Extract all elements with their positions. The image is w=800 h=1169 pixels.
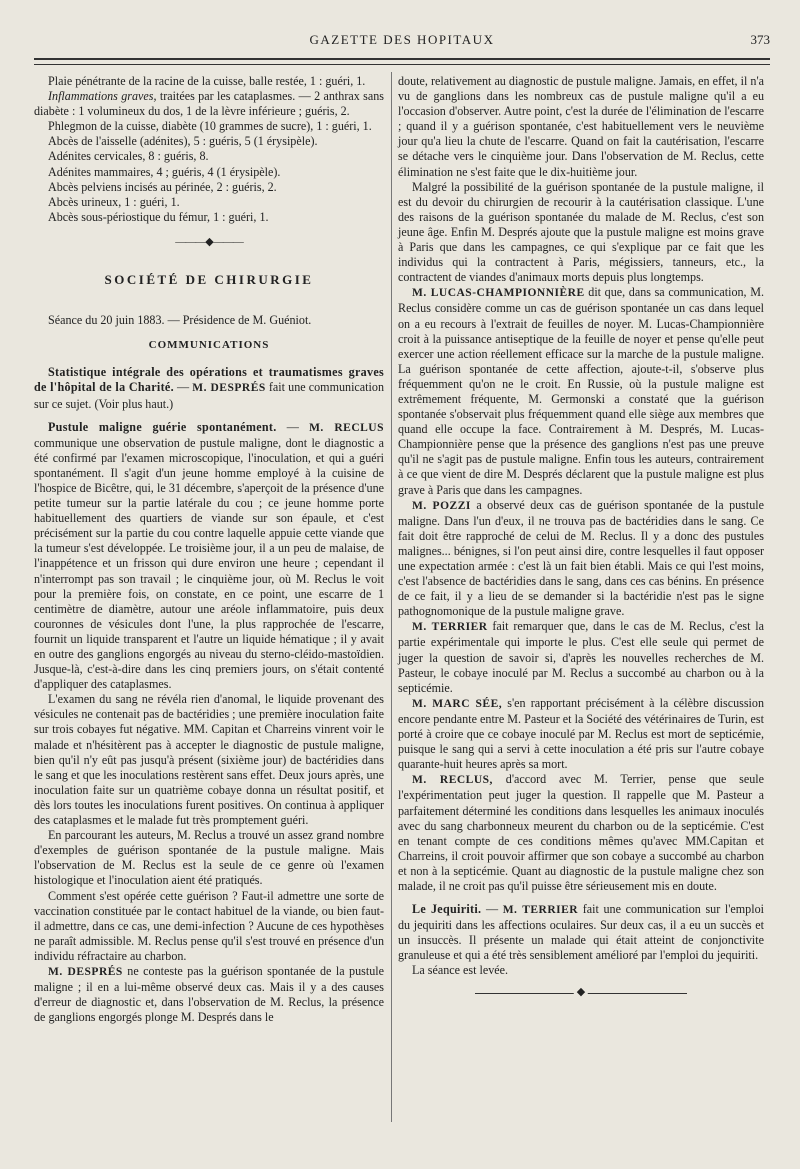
end-rule-diamond: ◆ xyxy=(574,985,588,1000)
stat-line: Phlegmon de la cuisse, diabète (10 grammes de sucre), 1 : guéri, 1. xyxy=(48,119,372,134)
column-divider xyxy=(391,72,392,1122)
end-rule xyxy=(475,985,687,998)
paragraph: Malgré la possibilité de la guérison spontanée de la pustule maligne, il est du devoir du chirurgien de recourir à la cautérisation classique. L'une des raisons de la guérison spontanée du malade de M. Reclus, c'est son jeune âge. Enfin M. Després ajoute que la pustule maligne est moins grave à Paris que dans les campagnes, ce qui s'explique par ce fait que les individus qui la contractent à Paris, mégissiers, tanneurs, etc., la contractent de viandes d'animaux morts depuis plus longtemps. xyxy=(398,179,764,285)
paragraph-pozzi xyxy=(398,498,764,620)
page-number: 373 xyxy=(750,32,770,47)
paragraph-see xyxy=(398,696,764,772)
author-name: M. TERRIER xyxy=(412,621,488,634)
article-title: Le Jequiriti. xyxy=(412,902,482,917)
ornament-divider: ———◆——— xyxy=(175,235,243,248)
paragraph: doute, relativement au diagnostic de pustule maligne. Jamais, en effet, il n'a vu de ganglions dans les nombreux cas de pustule maligne qu'il a eu l'occasion d'observer. Autre point, c'est la durée de l'élimination de l'escarre ; quand il y a guérison spontanée, c'est habituellement vers le neuvième jour qu'a lieu la chute de l'escarre. Quand on fait la cautérisation, l'escarre se détache vers le cinquième jour. Dans l'observation de M. Reclus, cette élimination ne s'est faite que le dix-huitième jour. xyxy=(398,74,764,179)
paragraph-text: ne conteste pas la guérison spontanée de la pustule maligne ; il en a lui-même observé deux cas. Mais il y a des causes d'erreur de diagnostic et, dans l'observation de M. Reclus, la présence de ganglions engorgés plonge M. Després dans le xyxy=(34,963,384,1025)
stat-line: Adénites mammaires, 4 ; guéris, 4 (1 érysipèle). xyxy=(48,164,281,179)
stat-line: Abcès sous-périostique du fémur, 1 : guéri, 1. xyxy=(48,209,269,224)
header-rule-thin xyxy=(34,64,770,65)
article-text: fait une communication sur l'emploi du jequiriti dans les affections oculaires. Sur deux cas, il a eu un succès et un insuccès. Il présente un malade qui était atteint de conjonctivite granuleuse et qui a été très sensiblement amélioré par l'emploi du jequiriti. xyxy=(398,902,764,963)
journal-title: GAZETTE DES HOPITAUX xyxy=(309,32,495,47)
stat-line: Abcès urineux, 1 : guéri, 1. xyxy=(48,194,180,209)
article-statistique: Statistique intégrale des opérations et traumatismes graves de l'hôpital de la Charité. — M. DESPRÉS fait une communication sur ce sujet. (Voir plus haut.) xyxy=(34,365,384,411)
author-name: M. POZZI xyxy=(412,499,471,512)
author-name: M. DESPRÉS xyxy=(48,965,123,978)
paragraph-text: fait remarquer que, dans le cas de M. Reclus, c'est la partie expérimentale qui importe le plus. C'est elle seule qui permet de juger la question de savoir si, d'après les nouvelles recherches de M. Pasteur, le cobaye inoculé par M. Reclus a succombé au charbon ou à la septicémie. xyxy=(398,619,764,695)
paragraph-lucas xyxy=(398,285,764,497)
stat-italic-lead: Inflammations graves, xyxy=(48,89,157,104)
author-name: M. TERRIER xyxy=(502,904,579,917)
paragraph-text: s'en rapportant précisément à la célèbre discussion encore pendante entre M. Pasteur et la Société des vétérinaires de Turin, est porté à croire que ce cobaye inoculé par M. Reclus est mort de septicémie, puisque le sang qui a servi à cette inoculation a été pris sur l'autre cobaye quarante-huit heures après sa mort. xyxy=(398,695,764,772)
paragraph: Comment s'est opérée cette guérison ? Faut-il admettre une sorte de vaccination constituée par le contact habituel de la viande, ou bien faut-il admettre, dans ce cas, une demi-infection ? Aucune de ces hypothèses ne paraît admissible. M. Reclus pense qu'il s'est trouvé en présence d'un individu réfractaire au charbon. xyxy=(34,888,384,963)
paragraph: L'examen du sang ne révéla rien d'anomal, le liquide provenant des vésicules ne contenait pas de bactéridies ; une première inoculation faite sur trois cobayes fut négative. MM. Capitan et Charreins vinrent voir le malade et n'hésitèrent pas à accepter le diagnostic de pustule maligne, bien qu'il n'y eût pas jusqu'à présent (sixième jour) de bactéridies dans le sang et que les inoculations restèrent sans effet. Deux jours après, une inoculation faite sur un quatrième cobaye donna un résultat positif, et dès lors toutes les inoculations furent positives. On continua à appliquer des cataplasmes et le malade fut très promptement guéri. xyxy=(34,692,384,828)
paragraph-text: dit que, dans sa communication, M. Reclus considère comme un cas de guérison spontanée un cas dans lequel on a eu recours à l'extrait de feuilles de noyer. M. Lucas-Championnière croit à la puissance antiseptique de la feuille de noyer et pense qu'elle peut exercer une action réellement efficace sur la marche de la pustule maligne. La guérison spontanée de cette affection, ajoute-t-il, s'observe plus fréquemment qu'on ne le croit. En Russie, où la pustule maligne est extrêmement fréquente, M. Germonski a constaté que la guérison spontanée s'observait plus fréquemment quand elle siège aux membres que quand elle occupe la face. Contrairement à M. Després, M. Lucas-Championnière pense que la présence des ganglions n'est pas une preuve qu'il ne s'agit pas de pustule maligne. Enfin tous les auteurs, contrairement à ce que vient de dire M. Després déclarent que la pustule maligne est plus grave à Paris que dans les campagnes. xyxy=(398,285,764,497)
header-rule-thick xyxy=(34,58,770,60)
section-title: SOCIÉTÉ DE CHIRURGIE xyxy=(104,272,314,288)
left-column xyxy=(34,74,384,1025)
paragraph-despres xyxy=(34,964,384,1025)
closing-line: La séance est levée. xyxy=(412,963,509,978)
paragraph-text: a observé deux cas de guérison spontanée de la pustule maligne. Dans l'un d'eux, il ne trouva pas de bactéridies dans le sang. Ce fait doit être rapproché de celui de M. Reclus. Il y a donc des pustules malignes... bénignes, si l'on peut ainsi dire, contre lesquelles il faut opposer une expectation armée : c'est là un fait bien établi. Mais ce qui l'est moins, c'est l'absence de bactéridies dans le sang, dans ces cas bénins. En présence de ce fait, il y a lieu de se demander si la bactéridie n'est pas le signe pathognomonique de la pustule maligne grave. xyxy=(398,497,765,619)
stat-line-inflammations xyxy=(34,89,384,119)
author-name: M. RECLUS xyxy=(309,421,385,434)
article-pustule: Pustule maligne guérie spontanément. — M. RECLUS communique une observation de pustule maligne, dont le diagnostic a été confirmé par l'examen microscopique, l'inoculation, et qui a guéri spontanément. Il s'agit d'un jeune homme employé à la cuisine de l'hospice de Bicêtre, qui, le 31 décembre, s'aperçoit de la présence d'une petite tumeur sur la partie latérale du cou ; ce jeune homme porte habituellement des quartiers de viande sur son épaule, et c'est précisément sur la partie du cou contre laquelle appuie cette viande que la tumeur s'est développée. Le troisième jour, il a un peu de malaise, de l'inappétence et un frisson qui dure environ une heure ; cependant il n'interrompt pas son travail ; le cinquième jour, où M. Reclus le voit pour la première fois, on constate, en ce point, une escarre de 1 centimètre de diamètre, autour une aréole inflammatoire, puis deux couronnes de vésicules dont l'une, la plus rapprochée de l'escarre, fournit un liquide transparent et l'autre un liquide hématique ; il y avait en outre des ganglions engorgés au niveau du sterno-cléido-mastoïdien. Jusque-là, c'est-à-dire dans les cinq premiers jours, on s'était contenté d'appliquer des cataplasmes. xyxy=(34,419,385,692)
right-column xyxy=(398,74,765,998)
seance-line: Séance du 20 juin 1883. — Présidence de M. Guéniot. xyxy=(48,313,312,328)
paragraph-reclus xyxy=(398,772,764,894)
article-title: Statistique intégrale des opérations et traumatismes graves de l'hôpital de la Charité. xyxy=(34,365,384,395)
stat-line: Abcès pelviens incisés au périnée, 2 : guéris, 2. xyxy=(48,179,277,194)
stat-line-rest: traitées par les cataplasmes. — 2 anthrax sans diabète : 1 volumineux du dos, 1 de la lèvre inférieure ; guéris, 2. xyxy=(34,89,384,119)
article-title: Pustule maligne guérie spontanément. xyxy=(48,419,277,434)
paragraph-terrier xyxy=(398,619,764,695)
article-text: fait une communication sur ce sujet. (Voir plus haut.) xyxy=(34,380,384,411)
article-text: communique une observation de pustule maligne, dont le diagnostic a été confirmé par l'examen microscopique, l'inoculation, et qui a guéri spontanément. Il s'agit d'un jeune homme employé à la cuisine de l'hospice de Bicêtre, qui, le 31 décembre, s'aperçoit de la présence d'une petite tumeur sur la partie latérale du cou ; ce jeune homme porte habituellement des quartiers de viande sur son épaule, et c'est précisément sur la partie du cou contre laquelle appuie cette viande que la tumeur s'est développée. Le troisième jour, il a un peu de malaise, de l'inappétence et un frisson qui dure environ une heure ; cependant il n'interrompt pas son travail ; le cinquième jour, où M. Reclus le voit pour la première fois, on constate, en ce point, une escarre de 1 centimètre de diamètre, autour une aréole inflammatoire, puis deux couronnes de vésicules dont l'une, la plus rapprochée de l'escarre, fournit un liquide transparent et l'autre un liquide hématique ; il y avait en outre des ganglions engorgés au niveau du sterno-cléido-mastoïdien. Jusque-là, c'est-à-dire dans les cinq premiers jours, on s'était contenté d'appliquer des cataplasmes. xyxy=(34,435,384,692)
stat-line: Abcès de l'aisselle (adénites), 5 : guéris, 5 (1 érysipèle). xyxy=(48,134,318,149)
author-name: M. DESPRÉS xyxy=(192,382,266,395)
stat-line: Plaie pénétrante de la racine de la cuisse, balle restée, 1 : guéri, 1. xyxy=(48,74,366,88)
paragraph-text: d'accord avec M. Terrier, pense que seule l'expérimentation peut juger la question. Il rappelle que M. Pasteur a parfaitement déterminé les conditions dans lesquelles les animaux inoculés avec du sang charbonneux meurent du charbon ou de la septicémie. C'est en tenant compte de ces conditions mêmes qu'avec MM.Capitan et Charreins, il croit pouvoir affirmer que son cobaye a succombé au charbon et non à la septicémie. Quant au diagnostic de la pustule maligne chez son malade, il ne croit pas qu'il puisse être sérieusement mis en doute. xyxy=(398,772,764,893)
author-name: M. RECLUS, xyxy=(412,774,493,787)
author-name: M. MARC SÉE, xyxy=(412,697,503,710)
communications-heading: COMMUNICATIONS xyxy=(148,339,270,352)
paragraph: En parcourant les auteurs, M. Reclus a trouvé un assez grand nombre d'exemples de guérison spontanée de la pustule maligne. Mais l'observation de M. Reclus est la seule de ce genre où l'examen histologique et l'inoculation aient été pratiqués. xyxy=(34,828,384,888)
page-header xyxy=(34,30,770,52)
stat-line: Adénites cervicales, 8 : guéris, 8. xyxy=(48,149,209,164)
article-jequiriti: Le Jequiriti. — M. TERRIER fait une communication sur l'emploi du jequiriti dans les affections oculaires. Sur deux cas, il a eu un succès et un insuccès. Il présente un malade qui était atteint de conjonctivite granuleuse et qui a été très sensiblement amélioré par l'emploi du jequiriti. xyxy=(398,902,764,963)
author-name: M. LUCAS-CHAMPIONNIÈRE xyxy=(412,287,585,300)
